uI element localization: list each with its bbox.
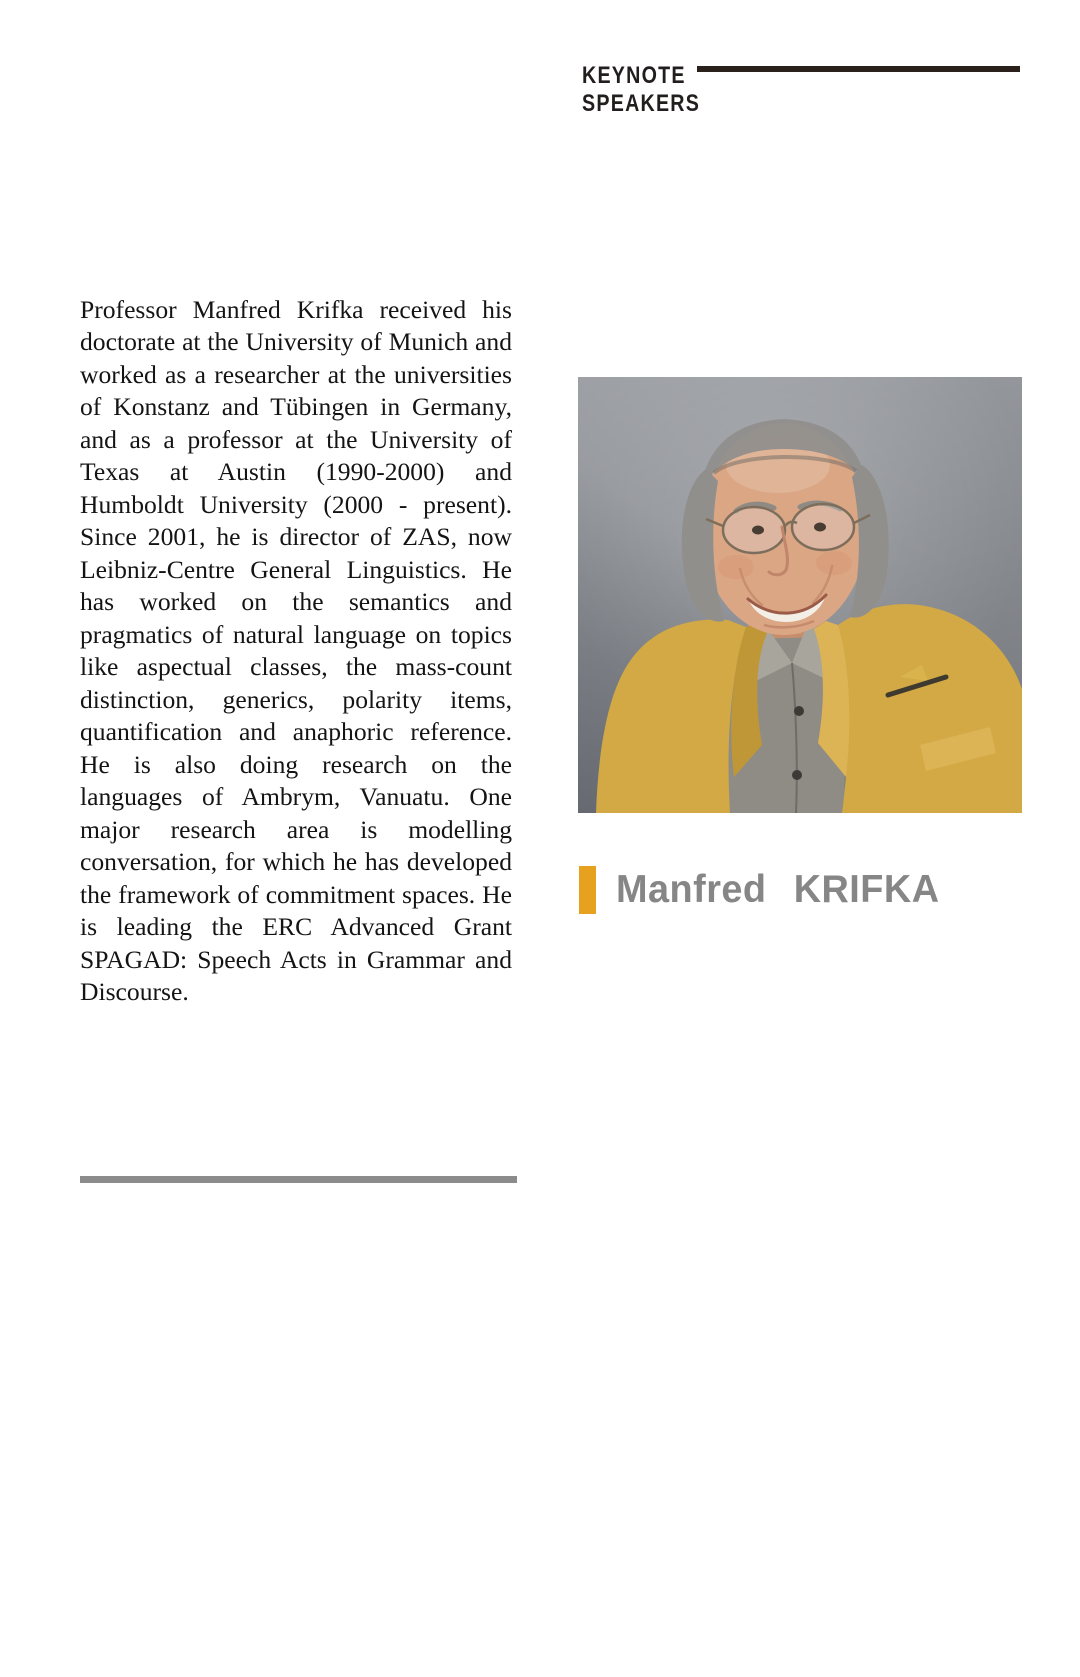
speaker-photo: [578, 377, 1022, 813]
speaker-first-name: Manfred: [616, 868, 767, 911]
speaker-name-row: [579, 866, 950, 914]
name-accent-bar: [579, 866, 596, 914]
header-title-line2: SPEAKERS: [582, 90, 701, 117]
speaker-last-name: KRIFKA: [793, 868, 940, 911]
speaker-bio-paragraph: Professor Manfred Krifka received his doctorate at the University of Munich and worked as a researcher at the universities of Konstanz and Tübingen in Germany, and as a professor at the University of Texas at Austin (1990-2000) and Humboldt University (2000 - present). Since 2001, he is director of ZAS, now Leibniz-Centre General Linguistics. He has worked on the semantics and pragmatics of natural language on topics like aspectual classes, the mass-count distinction, generics, polarity items, quantification and anaphoric reference. He is also doing research on the languages of Ambrym, Vanuatu. One major research area is modelling conversation, for which he has developed the framework of commitment spaces. He is leading the ERC Advanced Grant SPAGAD: Speech Acts in Grammar and Discourse.: [80, 294, 512, 1007]
footer-rule: [80, 1176, 517, 1183]
page-header: [582, 62, 700, 118]
header-title-line1: KEYNOTE: [582, 62, 686, 89]
header-rule: [697, 66, 1020, 72]
speaker-portrait-illustration: [578, 377, 1022, 813]
speaker-name: [616, 868, 940, 912]
